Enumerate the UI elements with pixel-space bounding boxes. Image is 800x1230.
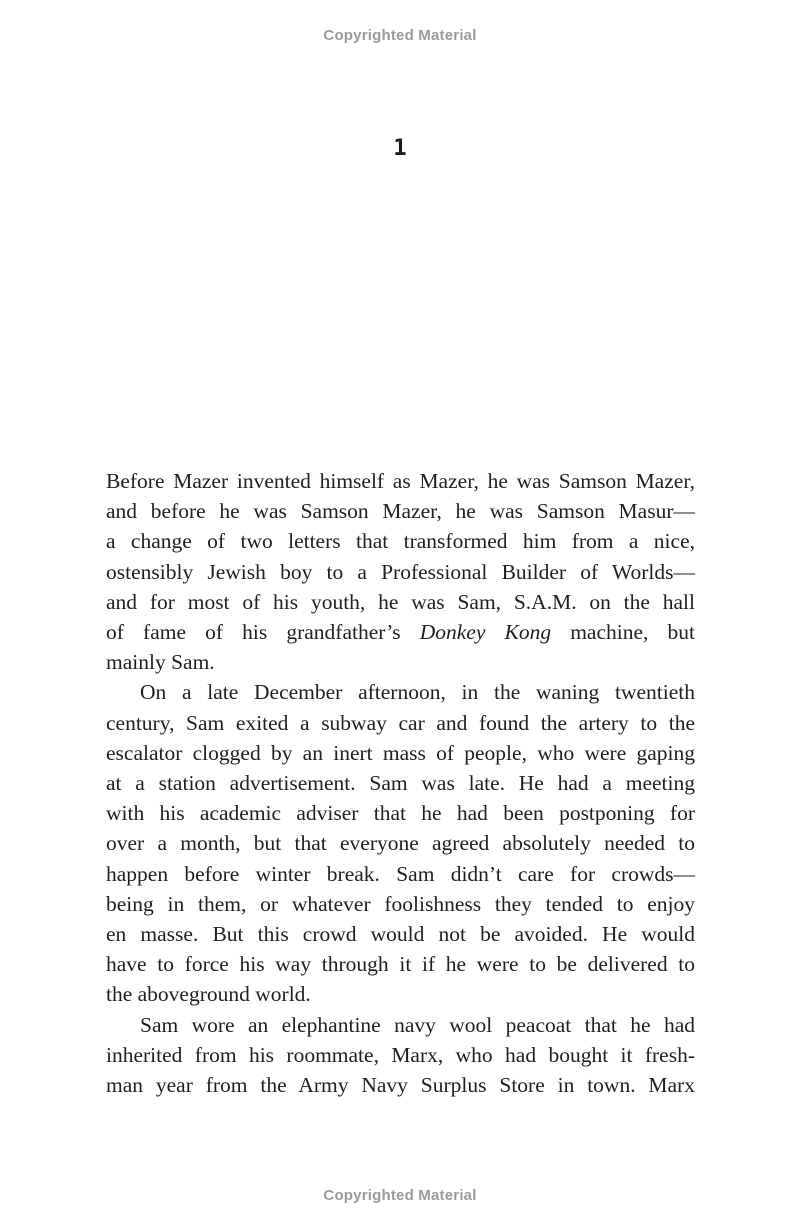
text-line: have to force his way through it if he were to be delivered to xyxy=(106,952,695,977)
game-title-italic: Donkey Kong xyxy=(419,620,552,645)
copyright-watermark-bottom: Copyrighted Material xyxy=(323,1187,477,1204)
chapter-body xyxy=(106,466,695,1100)
text-line: and before he was Samson Mazer, he was Samson Masur— xyxy=(106,499,695,524)
text-line: Sam wore an elephantine navy wool peacoat that he had xyxy=(140,1012,695,1037)
paragraph-2 xyxy=(106,677,695,1009)
text-line: happen before winter break. Sam didn’t care for crowds— xyxy=(106,861,695,886)
text-line: at a station advertisement. Sam was late. He had a meeting xyxy=(106,771,695,796)
text-line: ostensibly Jewish boy to a Professional Builder of Worlds— xyxy=(106,559,695,584)
text-line: the aboveground world. xyxy=(106,982,311,1007)
text-segment: machine, but xyxy=(551,620,695,645)
text-line: Before Mazer invented himself as Mazer, he was Samson Mazer, xyxy=(106,469,695,493)
chapter-number: 1 xyxy=(393,136,407,161)
copyright-watermark-top: Copyrighted Material xyxy=(323,27,477,44)
text-line: a change of two letters that transformed him from a nice, xyxy=(106,529,695,554)
text-line: On a late December afternoon, in the waning twentieth xyxy=(140,680,695,705)
text-line xyxy=(106,617,695,647)
text-line: mainly Sam. xyxy=(106,650,215,675)
paragraph-3 xyxy=(106,1010,695,1101)
text-line: over a month, but that everyone agreed absolutely needed to xyxy=(106,831,695,856)
text-line: century, Sam exited a subway car and found the artery to the xyxy=(106,710,695,735)
text-segment: of fame of his grandfather’s xyxy=(106,620,420,645)
text-line: man year from the Army Navy Surplus Store in town. Marx xyxy=(106,1073,695,1098)
text-line: escalator clogged by an inert mass of people, who were gaping xyxy=(106,740,695,765)
text-line: en masse. But this crowd would not be avoided. He would xyxy=(106,922,695,947)
text-line: inherited from his roommate, Marx, who had bought it fresh- xyxy=(106,1042,695,1067)
text-line: being in them, or whatever foolishness they tended to enjoy xyxy=(106,891,695,916)
text-line: and for most of his youth, he was Sam, S.A.M. on the hall xyxy=(106,589,695,614)
text-line: with his academic adviser that he had been postponing for xyxy=(106,801,695,826)
paragraph-1 xyxy=(106,466,695,677)
